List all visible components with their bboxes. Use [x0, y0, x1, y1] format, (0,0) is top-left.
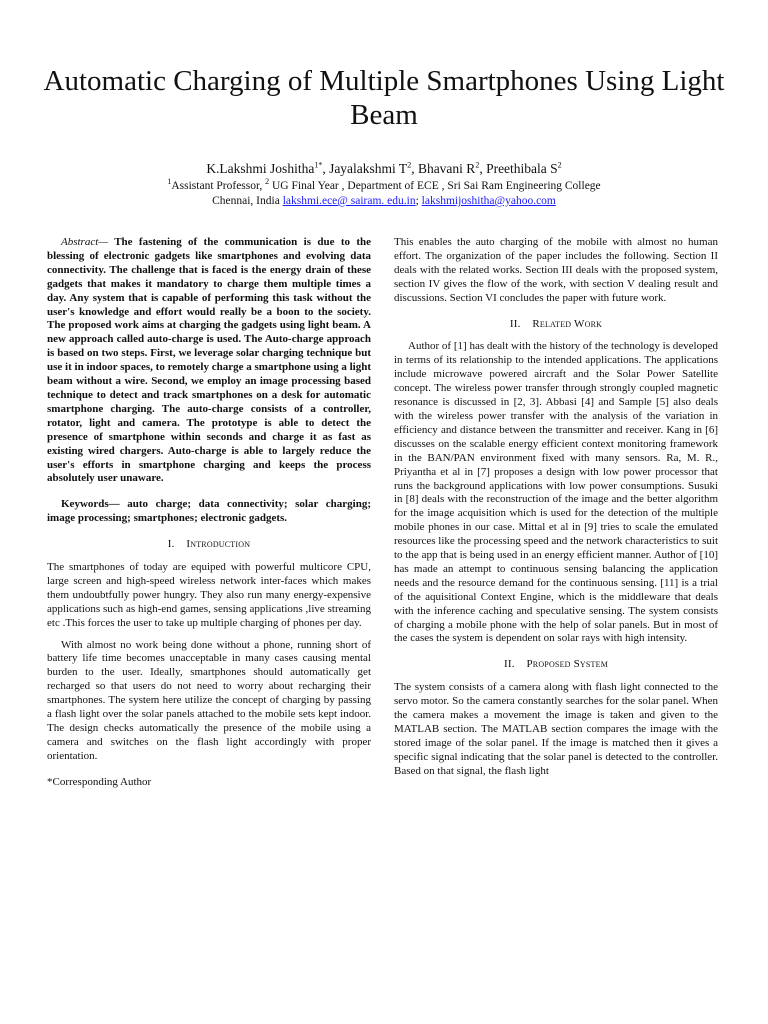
intro-paragraph-2: With almost no work being done without a phone, running short of battery life time becomes unacceptable in many cases causing mental burden to the user. Ideally, smartphones should automatically get recharged so that users do not need to worry about recharging their smartphones. The system here utilize the concept of charging by passing a flash light over the solar panels attached to the mobile sets kept indoor. The design checks automatically the presence of the mobile using a camera and switches on the flash light accordingly with proper orientation. — [47, 638, 371, 762]
author-1: K.Lakshmi Joshitha — [206, 161, 315, 176]
author-2: Jayalakshmi T — [329, 161, 408, 176]
organization-paragraph: This enables the auto charging of the mobile with almost no human effort. The organization of the paper includes the following. Section II deals with the related works. Section III deals with the proposed system, section IV gives the flow of the work, with section V dealing result and discussions. Section VI concludes the paper with future work. — [394, 236, 718, 304]
author-1-sup: 1* — [314, 160, 323, 170]
intro-paragraph-1: The smartphones of today are equiped with powerful multicore CPU, large screen and high-speed wireless network inter-faces which makes them undoubtfully power hungry. They also run many energy-expensive applications such as high-end games, sensing applications ,live streaming etc .This forces the user to take up multiple charging of phones per day. — [47, 561, 371, 629]
email-separator: ; — [415, 195, 422, 207]
paper-title: Automatic Charging of Multiple Smartphones Using Light Beam — [43, 65, 725, 131]
affiliation-sup-2: 2 — [265, 177, 270, 187]
author-3-sup: 2 — [475, 160, 480, 170]
affiliation-location: Chennai, India — [212, 195, 283, 207]
author-3: Bhavani R — [417, 161, 476, 176]
author-2-sup: 2 — [407, 160, 412, 170]
section-heading-introduction: I. Introduction — [167, 538, 251, 551]
email-link-1[interactable]: lakshmi.ece@ sairam. edu.in — [282, 195, 416, 207]
author-4-sup: 2 — [557, 160, 562, 170]
author-4: Preethibala S — [486, 161, 558, 176]
email-link-2[interactable]: lakshmijoshitha@yahoo.com — [421, 195, 556, 207]
affiliation-line-1 — [40, 179, 728, 194]
abstract-label: Abstract— — [61, 236, 109, 248]
section-heading-related-work: II. Related Work — [509, 317, 603, 330]
keywords: Keywords— auto charge; data connectivity; solar charging; image processing; smartphones; electronic gadgets. — [47, 498, 371, 525]
abstract — [47, 236, 371, 486]
affiliation — [40, 179, 728, 209]
right-column — [394, 236, 718, 787]
affiliation-line-2 — [40, 194, 728, 209]
author-list: K.Lakshmi Joshitha$^{1*}$, Jayalakshmi $T^2$, Bhavani $R^2$, Preethibala $S^2$ — [206, 160, 562, 176]
affiliation-text-1: Assistant Professor, — [171, 180, 266, 192]
related-work-paragraph: Author of [1] has dealt with the history of the technology is developed in terms of its relationship to the intended applications. The applications include microwave powered aircraft and the Solar Power Satellite concept. The wireless power transfer through strongly coupled magnetic resonance is discussed in [2, 3]. Abbasi [4] and Sample [5] also deals with the wireless power transfer with the analysis of the variation in efficiency and distance between the transmitter and receiver. Kang in [6] discusses on the scalable energy efficient context monitoring framework in the BAN/PAN environment fixed with many sensors. Ra, M. R., Priyantha et al in [7] proposes a design with low power processor that runs the background applications with low power consumptions. Susuki in [8] deals with the reconstruction of the image and the better algorithm for the image acquisition which is used for the detection of the multiple mobile phones in our case. Mittal et al in [9] tries to scale the emulated resources like the processing speed and the network characteristics to suit to the app that is being used in an energy efficient manner. Author of [10] has made an attempt to continuous sensing balancing the application needs and the resource demand for the continuous sensing. [11] is a trial of the aquisitional Context Engine, which is the middleware that deals with the inference caching and speculative sensing. The system consists of charging a mobile phone with the help of solar panels. But in most of the cases the system is dependent on solar rays with high intensity. — [394, 340, 718, 645]
corresponding-author-note: *Corresponding Author — [47, 775, 152, 788]
abstract-text: The fastening of the communication is due to the blessing of electronic gadgets like smartphones and evolving data connectivity. The challenge that is faced is the energy drain of these gadgets that makes it mandatory to charge them multiple times a day. Any system that is capable of performing this task without the user's knowledge and effort would really be a boon to the society. The proposed work aims at charging the gadgets using light beam. A new approach called auto-charge is used. The Auto-charge approach is based on two steps. First, we leverage solar charging technique but use it in indoor spaces, to remotely charge a smartphone using a light beam without a wire. Second, we employ an image processing based technique to detect and track smartphones on a desk for automatic smartphone charging. The auto-charge consists of a controller, rotator, light and camera. The prototype is able to detect the presence of smartphone within seconds and charge it as fast as existing wired chargers. Auto-charge is able to largely reduce the user's efforts in smartphone charging and keeps the process absolutely user unaware. — [47, 236, 371, 485]
affiliation-text-2: UG Final Year , Department of ECE , Sri Sai Ram Engineering College — [269, 180, 601, 192]
affiliation-sup-1: 1 — [167, 177, 172, 187]
proposed-system-paragraph: The system consists of a camera along with flash light connected to the servo motor. So the camera constantly searches for the solar panel. When the camera makes a movement the image is taken and given to the MATLAB section. The MATLAB section compares the image with the stored image of the solar panel. If the image is matched then it gives a specific signal indicating that the solar panel is detected to the controller. Based on that signal, the flash light — [394, 681, 718, 777]
section-heading-proposed-system: II. Proposed System — [503, 658, 609, 671]
left-column — [47, 236, 371, 798]
